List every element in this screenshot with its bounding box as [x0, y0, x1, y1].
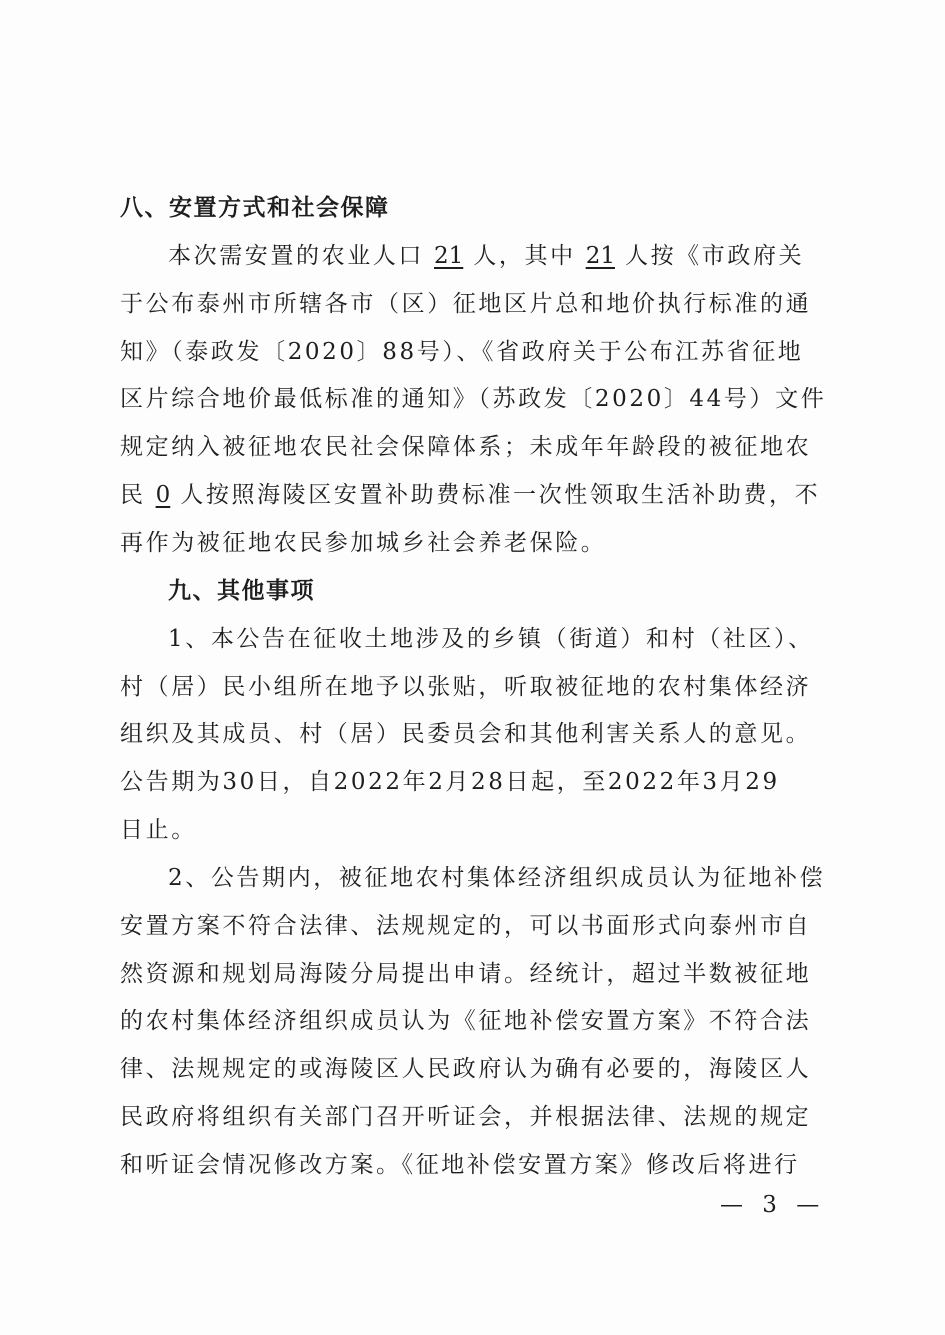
section-9-p2-line-3: 然资源和规划局海陵分局提出申请。经统计，超过半数被征地 — [120, 961, 812, 987]
social-security-count: 21 — [585, 243, 615, 269]
text-segment: 本次需安置的农业人口 — [168, 243, 424, 269]
text-segment: 民 — [120, 482, 146, 508]
section-9-p1-line-2: 村（居）民小组所在地予以张贴，听取被征地的农村集体经济 — [120, 674, 812, 700]
section-9-heading: 九、其他事项 — [168, 578, 315, 604]
section-9-p1-line-3: 组织及其成员、村（居）民委员会和其他利害关系人的意见。 — [120, 721, 812, 747]
section-9-p2-line-5: 律、法规规定的或海陵区人民政府认为确有必要的，海陵区人 — [120, 1056, 812, 1082]
section-9-p2-line-6: 民政府将组织有关部门召开听证会，并根据法律、法规的规定 — [120, 1104, 812, 1130]
section-9-p1-line-4: 公告期为30日，自2022年2月28日起，至2022年3月29 — [120, 769, 780, 795]
section-8-line-7: 再作为被征地农民参加城乡社会养老保险。 — [120, 530, 607, 556]
section-9-p1-line-5: 日止。 — [120, 817, 197, 843]
text-segment: 人按照海陵区安置补助费标准一次性领取生活补助费，不 — [180, 482, 821, 508]
section-8-line-6 — [120, 480, 820, 510]
text-segment: 人按《市政府关 — [624, 243, 805, 269]
section-8-line-4: 区片综合地价最低标准的通知》（苏政发〔2020〕44号）文件 — [120, 386, 827, 412]
text-segment: 人，其中 — [473, 243, 576, 269]
resettle-population-count: 21 — [434, 243, 464, 269]
section-8-line-3: 知》（泰政发〔2020〕88号）、《省政府关于公布江苏省征地 — [120, 339, 804, 365]
minor-count: 0 — [155, 482, 171, 508]
section-9-p2-line-1: 2、公告期内，被征地农村集体经济组织成员认为征地补偿 — [168, 865, 826, 891]
page-number: — 3 — — [720, 1192, 826, 1218]
section-9-p2-line-2: 安置方案不符合法律、法规规定的，可以书面形式向泰州市自 — [120, 913, 812, 939]
section-8-line-2: 于公布泰州市所辖各市（区）征地区片总和地价执行标准的通 — [120, 291, 812, 317]
section-9-p2-line-7: 和听证会情况修改方案。《征地补偿安置方案》修改后将进行 — [120, 1152, 800, 1178]
section-8-line-1 — [168, 241, 804, 271]
section-8-heading: 八、安置方式和社会保障 — [120, 195, 390, 221]
section-9-p2-line-4: 的农村集体经济组织成员认为《征地补偿安置方案》不符合法 — [120, 1008, 812, 1034]
section-8-line-5: 规定纳入被征地农民社会保障体系；未成年年龄段的被征地农 — [120, 434, 812, 460]
section-9-p1-line-1: 1、本公告在征收土地涉及的乡镇（街道）和村（社区）、 — [168, 626, 814, 652]
